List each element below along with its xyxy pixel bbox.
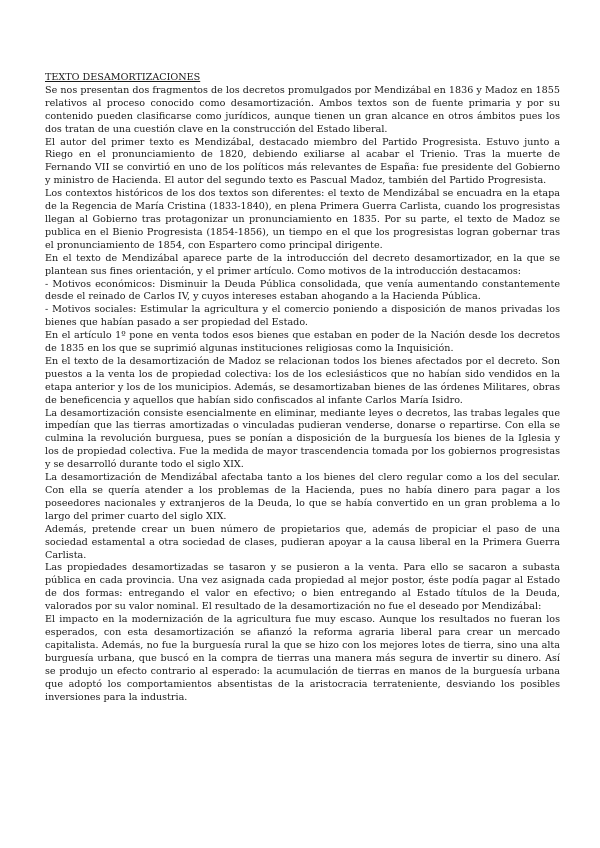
document-body bbox=[45, 72, 560, 704]
paragraph-article-one: En el artículo 1º pone en venta todos esos bienes que estaban en poder de la Nación desde los decretos de 1835 en los que se suprimió algunas instituciones religiosas como la Inquisición. bbox=[45, 330, 560, 355]
paragraph-economic-motives: - Motivos económicos: Disminuir la Deuda Pública consolidada, que venía aumentando constantemente desde el reinado de Carlos IV, y cuyos intereses estaban ahogando a la Hacienda Pública. bbox=[45, 278, 560, 303]
paragraph-sale-process: Las propiedades desamortizadas se tasaron y se pusieron a la venta. Para ello se sacaron a subasta pública en cada provincia. Una vez asignada cada propiedad al mejor postor, éste podía pagar al Estado de dos formas: entregando el valor en efectivo; o bien entregando al Estado títulos de la Deuda, valorados por su valor nominal. El resultado de la desamortización no fue el deseado por Mendizábal: bbox=[45, 562, 560, 613]
paragraph-mendizabal-scope: La desamortización de Mendizábal afectaba tanto a los bienes del clero regular como a los del secular. Con ella se quería atender a los problemas de la Hacienda, pues no había dinero para pagar a los poseedores nacionales y extranjeros de la Deuda, lo que se había convertido en un gran problema a lo largo del primer cuarto del siglo XIX. bbox=[45, 472, 560, 522]
paragraph-desamortization-definition: La desamortización consiste esencialmente en eliminar, mediante leyes o decretos, las trabas legales que impedían que las tierras amortizadas o vinculadas pudieran venderse, donarse o repartirse. Con ella se culmina la revolución burguesa, pues se ponían a disposición de la burguesía los bienes de la Iglesia y los de propiedad colectiva. Fue la medida de mayor trascendencia tomada por los gobiernos progresistas y se desarrolló durante todo el siglo XIX. bbox=[45, 407, 560, 471]
document-title: TEXTO DESAMORTIZACIONES bbox=[45, 72, 201, 83]
paragraph-mendizabal-text: En el texto de Mendizábal aparece parte de la introducción del decreto desamortizador, en la que se plantean sus fines orientación, y el primer artículo. Como motivos de la introducción destacamos: bbox=[45, 252, 560, 277]
paragraph-new-owners: Además, pretende crear un buen número de propietarios que, además de propiciar el paso de una sociedad estamental a otra sociedad de clases, pudieran apoyar a la causa liberal en la Primera Guerra Carlista. bbox=[45, 523, 560, 561]
paragraph-context: Los contextos históricos de los dos textos son diferentes: el texto de Mendizábal se encuadra en la etapa de la Regencia de María Cristina (1833-1840), en plena Primera Guerra Carlista, cuando los progresistas llegan al Gobierno tras protagonizar un pronunciamiento en 1835. Por su parte, el texto de Madoz se publica en el Bienio Progresista (1854-1856), un tiempo en el que los progresistas logran gobernar tras el pronunciamiento de 1854, con Espartero como principal dirigente. bbox=[45, 188, 560, 251]
paragraph-madoz-text: En el texto de la desamortización de Madoz se relacionan todos los bienes afectados por el decreto. Son puestos a la venta los de propiedad colectiva: los de los eclesiásticos que no habían sido vendidos en la etapa anterior y los de los municipios. Además, se desamortizaban bienes de las órdenes Militares, obras de beneficencia y aquellos que habían sido confiscados al infante Carlos María Isidro. bbox=[45, 355, 560, 406]
paragraph-authors: El autor del primer texto es Mendizábal, destacado miembro del Partido Progresista. Estuvo junto a Riego en el pronunciamiento de 1820, debiendo exiliarse al acabar el Trienio. Tras la muerte de Fernando VII se convirtió en uno de los políticos más relevantes de España: fue presidente del Gobierno y ministro de Hacienda. El autor del segundo texto es Pascual Madoz, también del Partido Progresista. bbox=[45, 136, 560, 187]
paragraph-intro: Se nos presentan dos fragmentos de los decretos promulgados por Mendizábal en 1836 y Madoz en 1855 relativos al proceso conocido como desamortización. Ambos textos son de fuente primaria y por su contenido pueden clasificarse como jurídicos, aunque tienen un gran alcance en otros ámbitos pues los dos tratan de una cuestión clave en la construcción del Estado liberal. bbox=[45, 84, 560, 135]
paragraph-social-motives: - Motivos sociales: Estimular la agricultura y el comercio poniendo a disposición de manos privadas los bienes que habían pasado a ser propiedad del Estado. bbox=[45, 304, 560, 329]
paragraph-impact: El impacto en la modernización de la agricultura fue muy escaso. Aunque los resultados no fueran los esperados, con esta desamortización se afianzó la reforma agraria liberal para crear un mercado capitalista. Además, no fue la burguesía rural la que se hizo con los mejores lotes de tierra, sino una alta burguesía urbana, que buscó en la compra de tierras una manera más segura de invertir su dinero. Así se produjo un efecto contrario al esperado: la acumulación de tierras en manos de la burguesía urbana que adoptó los comportamientos absentistas de la aristocracia terrateniente, desviando los posibles inversiones para la industria. bbox=[45, 614, 560, 703]
